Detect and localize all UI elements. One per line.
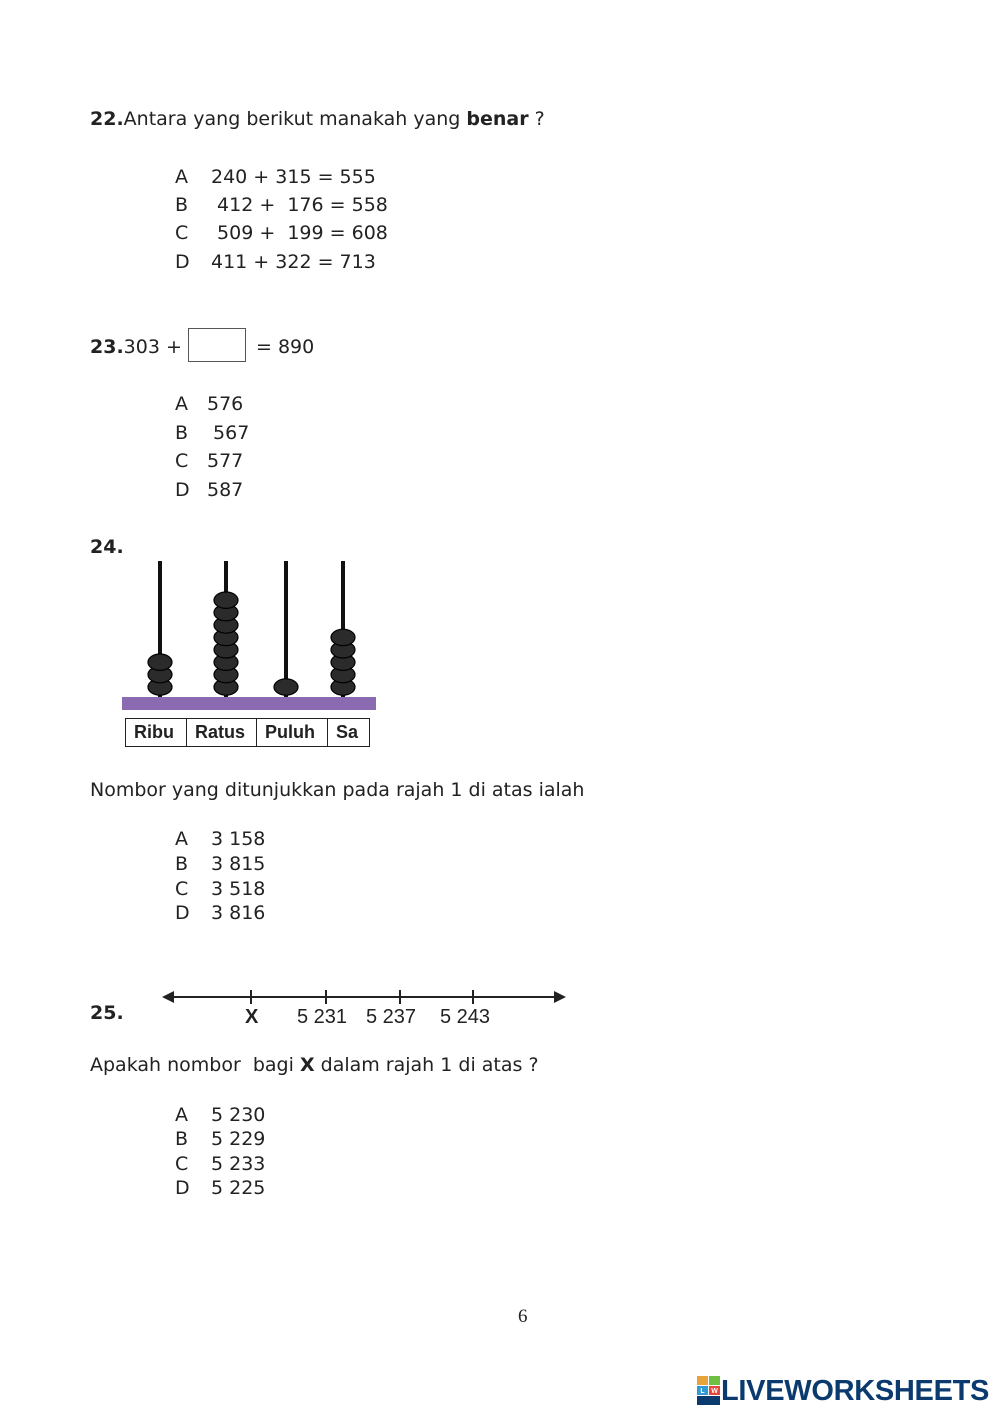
option-letter: D (175, 251, 190, 273)
option-text: 3 815 (211, 853, 266, 875)
option-letter: B (175, 853, 189, 875)
q22-text-after: ? (528, 108, 545, 130)
option-letter: B (175, 1128, 189, 1150)
option-text: 240 + 315 = 555 (211, 166, 376, 188)
q22-text-bold: benar (466, 108, 529, 130)
logo-letter-w: W (711, 1388, 718, 1395)
abacus-base (122, 697, 376, 710)
option-letter: C (175, 450, 189, 472)
q25-number: 25. (90, 1002, 124, 1024)
option-text: 577 (207, 450, 244, 472)
option-letter: D (175, 1177, 190, 1199)
q25-option-c[interactable] (175, 1153, 265, 1175)
logo-letter-l: L (700, 1388, 705, 1395)
number-line-label-5243: 5 243 (440, 1006, 491, 1028)
option-letter: A (175, 1104, 188, 1126)
abacus-label-sa: Sa (328, 719, 370, 747)
number-line-left-arrow (162, 991, 174, 1003)
option-letter: C (175, 1153, 189, 1175)
option-letter: D (175, 479, 190, 501)
abacus-bead-ratus (214, 592, 238, 608)
q24-prompt: Nombor yang ditunjukkan pada rajah 1 di atas ialah (90, 779, 585, 801)
q22-number: 22. (90, 108, 124, 130)
option-letter: A (175, 166, 188, 188)
q25-prompt-after: dalam rajah 1 di atas ? (314, 1054, 539, 1076)
abacus-bead-puluh (274, 679, 298, 695)
q22-text-before: Antara yang berikut manakah yang (123, 108, 467, 130)
q23-number: 23. (90, 336, 124, 358)
option-text: 587 (207, 479, 244, 501)
q24-option-d[interactable] (175, 902, 265, 924)
number-line-right-arrow (554, 991, 566, 1003)
page-number: 6 (518, 1306, 528, 1327)
option-text: 576 (207, 393, 244, 415)
number-line-label-x: X (245, 1006, 259, 1028)
option-text: 509 + 199 = 608 (211, 222, 388, 244)
liveworksheets-wordmark: LIVEWORKSHEETS (721, 1374, 990, 1407)
option-text: 5 230 (211, 1104, 266, 1126)
option-letter: A (175, 393, 188, 415)
option-letter: B (175, 422, 189, 444)
option-text: 5 233 (211, 1153, 266, 1175)
option-text: 3 816 (211, 902, 266, 924)
abacus-bead-sa (331, 629, 355, 645)
q24-option-c[interactable] (175, 878, 265, 900)
option-letter: B (175, 194, 189, 216)
q24-option-a[interactable] (175, 828, 265, 850)
option-text: 5 225 (211, 1177, 266, 1199)
q23-text-before: 303 + (123, 336, 182, 358)
q25-prompt (90, 1054, 539, 1076)
option-letter: D (175, 902, 190, 924)
abacus-labels-table (125, 718, 370, 747)
abacus-label-ribu: Ribu (126, 719, 187, 747)
q24-option-b[interactable] (175, 853, 265, 875)
option-letter: C (175, 878, 189, 900)
option-text: 411 + 322 = 713 (211, 251, 376, 273)
option-text: 3 158 (211, 828, 266, 850)
abacus-label-ratus: Ratus (187, 719, 257, 747)
q25-prompt-bold: X (299, 1054, 315, 1076)
q25-option-d[interactable] (175, 1177, 265, 1199)
option-letter: C (175, 222, 189, 244)
liveworksheets-brand[interactable] (697, 1376, 989, 1406)
number-line-label-5237: 5 237 (366, 1006, 417, 1028)
option-text: 3 518 (211, 878, 266, 900)
number-line (0, 980, 1000, 1020)
option-text: 567 (207, 422, 250, 444)
abacus-bead-ribu (148, 654, 172, 670)
liveworksheets-logo-icon (697, 1376, 721, 1406)
option-text: 5 229 (211, 1128, 266, 1150)
q23-text-after: = 890 (256, 336, 315, 358)
option-letter: A (175, 828, 188, 850)
q24-number: 24. (90, 536, 124, 558)
q25-prompt-before: Apakah nombor bagi (90, 1054, 300, 1076)
q25-option-b[interactable] (175, 1128, 265, 1150)
q25-option-a[interactable] (175, 1104, 265, 1126)
abacus-label-puluh: Puluh (257, 719, 328, 747)
number-line-label-5231: 5 231 (297, 1006, 348, 1028)
option-text: 412 + 176 = 558 (211, 194, 388, 216)
